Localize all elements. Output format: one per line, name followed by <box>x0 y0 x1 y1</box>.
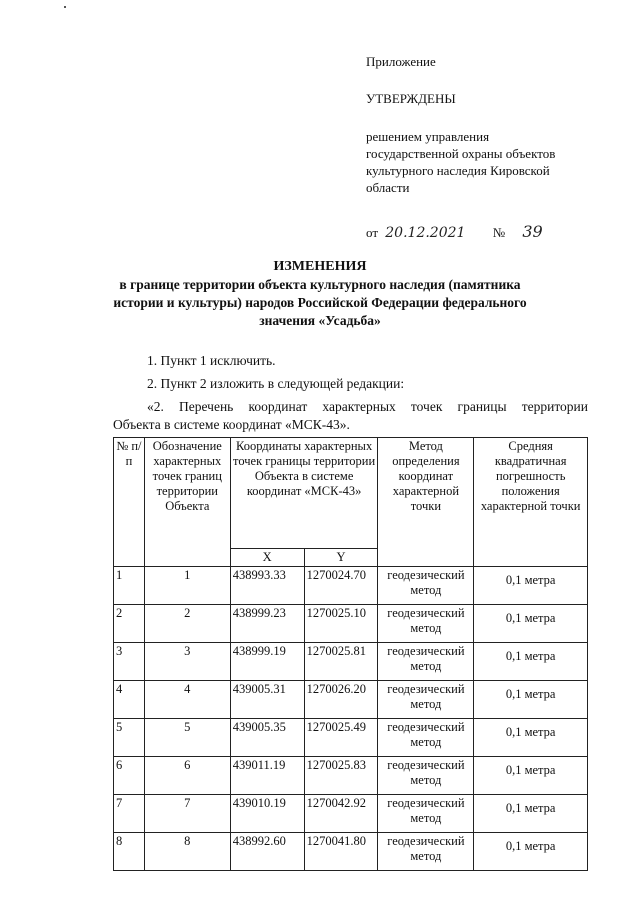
cell-num: 8 <box>114 833 145 871</box>
date-prefix: от <box>366 225 379 240</box>
cell-x: 439010.19 <box>230 795 304 833</box>
table-row <box>114 795 588 833</box>
coordinates-table <box>113 437 588 871</box>
approved-by-line: области <box>366 180 410 195</box>
table-row <box>114 643 588 681</box>
cell-error: 0,1 метра <box>474 681 588 719</box>
document-title <box>0 258 640 330</box>
title-line: значения «Усадьба» <box>259 313 381 328</box>
cell-num: 3 <box>114 643 145 681</box>
header-x: X <box>230 549 304 567</box>
title-line: в границе территории объекта культурного наследия (памятника <box>119 277 521 292</box>
cell-x: 438992.60 <box>230 833 304 871</box>
cell-y: 1270041.80 <box>304 833 378 871</box>
cell-point: 6 <box>144 757 230 795</box>
table-row <box>114 681 588 719</box>
cell-y: 1270025.81 <box>304 643 378 681</box>
cell-point: 8 <box>144 833 230 871</box>
cell-y: 1270026.20 <box>304 681 378 719</box>
paragraph-item-2: 2. Пункт 2 изложить в следующей редакции: <box>147 376 405 391</box>
cell-error: 0,1 метра <box>474 757 588 795</box>
cell-point: 1 <box>144 567 230 605</box>
table-row <box>114 833 588 871</box>
cell-method: геодезический метод <box>378 643 474 681</box>
cell-point: 4 <box>144 681 230 719</box>
appendix-label <box>366 53 436 70</box>
cell-error: 0,1 метра <box>474 605 588 643</box>
cell-method: геодезический метод <box>378 757 474 795</box>
header-num: № п/п <box>114 438 145 567</box>
cell-method: геодезический метод <box>378 567 474 605</box>
decision-date-number <box>366 223 543 242</box>
cell-num: 4 <box>114 681 145 719</box>
cell-method: геодезический метод <box>378 605 474 643</box>
cell-y: 1270042.92 <box>304 795 378 833</box>
approved-by-block <box>366 128 555 196</box>
table-row <box>114 567 588 605</box>
cell-x: 439011.19 <box>230 757 304 795</box>
cell-method: геодезический метод <box>378 681 474 719</box>
table-row <box>114 605 588 643</box>
header-error: Средняя квадратичная погрешность положения характерной точки <box>474 438 588 567</box>
cell-point: 3 <box>144 643 230 681</box>
paragraph-item-1: 1. Пункт 1 исключить. <box>147 353 276 368</box>
header-y: Y <box>304 549 378 567</box>
cell-num: 7 <box>114 795 145 833</box>
title-line: истории и культуры) народов Российской Федерации федерального <box>113 295 527 310</box>
paragraph-item-3-line-2: Объекта в системе координат «МСК-43». <box>113 417 350 432</box>
cell-x: 439005.35 <box>230 719 304 757</box>
cell-x: 438999.23 <box>230 605 304 643</box>
paragraph-item-3-line-1: «2. Перечень координат характерных точек границы территории <box>147 399 588 414</box>
cell-num: 5 <box>114 719 145 757</box>
cell-num: 1 <box>114 567 145 605</box>
cell-num: 6 <box>114 757 145 795</box>
table-row <box>114 719 588 757</box>
approved-by-line: культурного наследия Кировской <box>366 163 550 178</box>
cell-error: 0,1 метра <box>474 719 588 757</box>
cell-error: 0,1 метра <box>474 567 588 605</box>
handwritten-number: 39 <box>522 222 543 241</box>
cell-method: геодезический метод <box>378 833 474 871</box>
cell-x: 439005.31 <box>230 681 304 719</box>
cell-method: геодезический метод <box>378 795 474 833</box>
number-prefix: № <box>492 225 506 240</box>
cell-y: 1270025.83 <box>304 757 378 795</box>
title-heading: ИЗМЕНЕНИЯ <box>273 259 367 274</box>
cell-method: геодезический метод <box>378 719 474 757</box>
cell-x: 438999.19 <box>230 643 304 681</box>
cell-error: 0,1 метра <box>474 795 588 833</box>
header-coordinates: Координаты характерных точек границы территории Объекта в системе координат «МСК-43» <box>230 438 378 549</box>
header-method: Метод определения координат характерной точки <box>378 438 474 567</box>
cell-y: 1270024.70 <box>304 567 378 605</box>
header-designation: Обозначение характерных точек границ территории Объекта <box>144 438 230 567</box>
scan-speck <box>64 6 66 8</box>
approved-by-line: государственной охраны объектов <box>366 146 556 161</box>
handwritten-date: 20.12.2021 <box>385 225 466 241</box>
cell-num: 2 <box>114 605 145 643</box>
cell-error: 0,1 метра <box>474 833 588 871</box>
cell-error: 0,1 метра <box>474 643 588 681</box>
cell-point: 7 <box>144 795 230 833</box>
approved-by-line: решением управления <box>366 129 490 144</box>
cell-point: 2 <box>144 605 230 643</box>
appendix-text: Приложение <box>366 54 436 69</box>
approved-label <box>366 90 456 107</box>
approved-text: УТВЕРЖДЕНЫ <box>366 91 456 106</box>
cell-point: 5 <box>144 719 230 757</box>
cell-y: 1270025.49 <box>304 719 378 757</box>
table-row <box>114 757 588 795</box>
cell-x: 438993.33 <box>230 567 304 605</box>
cell-y: 1270025.10 <box>304 605 378 643</box>
